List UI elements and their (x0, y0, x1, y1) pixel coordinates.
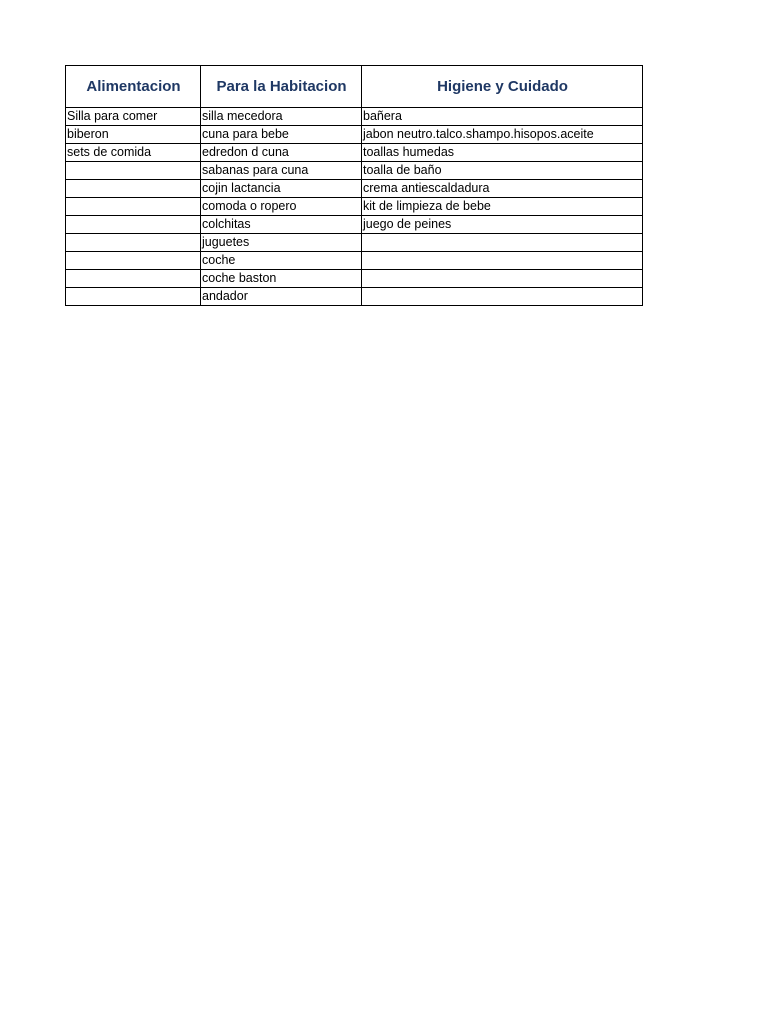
header-alimentacion[interactable]: Alimentacion (66, 66, 201, 108)
cell-habitacion[interactable]: sabanas para cuna (201, 162, 362, 180)
cell-alimentacion[interactable] (66, 252, 201, 270)
cell-higiene[interactable]: toalla de baño (362, 162, 643, 180)
cell-alimentacion[interactable] (66, 288, 201, 306)
cell-habitacion[interactable]: edredon d cuna (201, 144, 362, 162)
cell-higiene[interactable] (362, 270, 643, 288)
cell-alimentacion[interactable] (66, 216, 201, 234)
table-row (66, 198, 643, 216)
cell-habitacion[interactable]: silla mecedora (201, 108, 362, 126)
cell-higiene[interactable]: jabon neutro.talco.shampo.hisopos.aceite (362, 126, 643, 144)
cell-higiene[interactable] (362, 252, 643, 270)
cell-higiene[interactable]: bañera (362, 108, 643, 126)
table-row (66, 288, 643, 306)
cell-habitacion[interactable]: colchitas (201, 216, 362, 234)
cell-alimentacion[interactable] (66, 162, 201, 180)
cell-alimentacion[interactable] (66, 198, 201, 216)
table-row (66, 126, 643, 144)
table-row (66, 252, 643, 270)
cell-alimentacion[interactable] (66, 180, 201, 198)
cell-alimentacion[interactable]: Silla para comer (66, 108, 201, 126)
table-row (66, 180, 643, 198)
cell-habitacion[interactable]: juguetes (201, 234, 362, 252)
cell-alimentacion[interactable] (66, 270, 201, 288)
cell-higiene[interactable]: toallas humedas (362, 144, 643, 162)
cell-alimentacion[interactable]: biberon (66, 126, 201, 144)
cell-higiene[interactable]: crema antiescaldadura (362, 180, 643, 198)
header-higiene-y-cuidado[interactable]: Higiene y Cuidado (362, 66, 643, 108)
cell-habitacion[interactable]: andador (201, 288, 362, 306)
table-row (66, 108, 643, 126)
header-row (66, 66, 643, 108)
table-row (66, 216, 643, 234)
cell-alimentacion[interactable]: sets de comida (66, 144, 201, 162)
cell-higiene[interactable]: kit de limpieza de bebe (362, 198, 643, 216)
baby-items-table (65, 65, 643, 306)
table-row (66, 144, 643, 162)
cell-habitacion[interactable]: coche baston (201, 270, 362, 288)
table-row (66, 270, 643, 288)
cell-habitacion[interactable]: comoda o ropero (201, 198, 362, 216)
cell-higiene[interactable] (362, 234, 643, 252)
cell-habitacion[interactable]: coche (201, 252, 362, 270)
cell-higiene[interactable]: juego de peines (362, 216, 643, 234)
header-para-la-habitacion[interactable]: Para la Habitacion (201, 66, 362, 108)
table-row (66, 162, 643, 180)
cell-higiene[interactable] (362, 288, 643, 306)
cell-alimentacion[interactable] (66, 234, 201, 252)
cell-habitacion[interactable]: cuna para bebe (201, 126, 362, 144)
table-row (66, 234, 643, 252)
cell-habitacion[interactable]: cojin lactancia (201, 180, 362, 198)
